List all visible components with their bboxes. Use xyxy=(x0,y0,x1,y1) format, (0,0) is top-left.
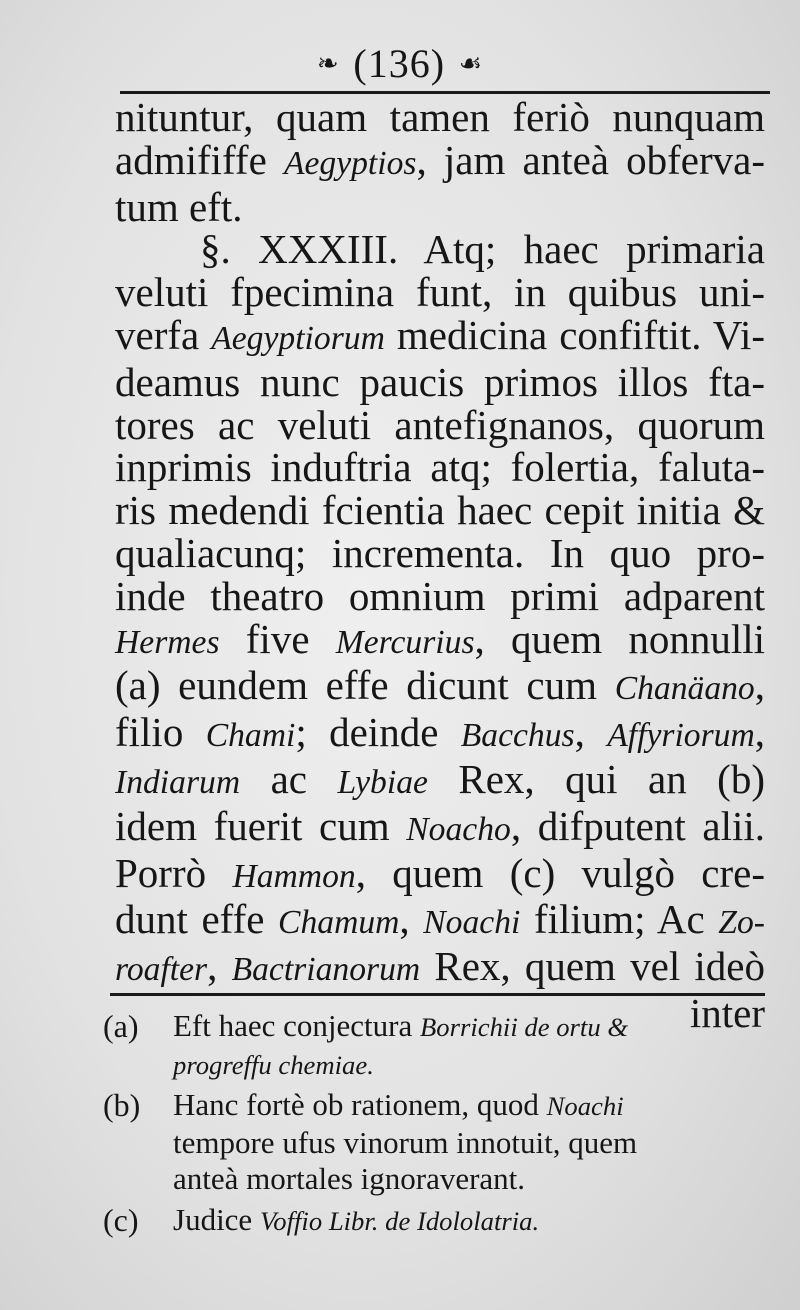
footnote-a xyxy=(103,1008,768,1083)
footnotes xyxy=(103,1008,768,1243)
roman-text: Rex, qui an (b) xyxy=(427,755,765,802)
italic-text: roafter xyxy=(115,951,208,989)
text-line xyxy=(115,529,765,576)
italic-text: Aegyptios xyxy=(283,144,417,182)
text-line xyxy=(115,572,765,619)
footnote-c xyxy=(103,1202,768,1240)
roman-text: medicina confiftit. Vi- xyxy=(384,311,765,358)
italic-text: Chanäano xyxy=(614,670,755,708)
roman-text: Hanc fortè ob rationem, quod xyxy=(173,1087,547,1122)
italic-text: Mercurius xyxy=(335,623,475,661)
roman-text: inter xyxy=(689,989,765,1036)
text-line xyxy=(115,945,765,992)
roman-text: ac xyxy=(240,755,338,802)
roman-text: tores ac veluti antefignanos, quorum xyxy=(115,401,765,448)
italic-text: Bactrianorum xyxy=(231,951,421,989)
italic-text: Borrichii de ortu & xyxy=(420,1012,629,1042)
roman-text: , jam anteà obferva- xyxy=(416,136,765,183)
section-heading-line xyxy=(115,228,765,271)
text-line xyxy=(115,615,765,665)
footnote-mark: (a) xyxy=(103,1008,139,1044)
italic-text: Voffio Libr. de Idololatria. xyxy=(259,1205,540,1236)
roman-text: , difputent alii. xyxy=(510,802,765,849)
roman-text: qualiacunq; incrementa. In quo pro- xyxy=(115,529,765,576)
italic-text: Noachi xyxy=(546,1091,624,1121)
text-line xyxy=(115,446,765,489)
roman-text: nituntur, quam tamen feriò nunquam xyxy=(115,94,765,140)
italic-text: Noachi xyxy=(423,904,521,942)
roman-text: filium; Ac xyxy=(520,896,719,943)
roman-text: deamus nunc paucis primos illos fta- xyxy=(115,358,765,405)
text-line xyxy=(115,849,765,899)
roman-text: anteà mortales ignoraverant. xyxy=(173,1161,526,1196)
italic-text: Indiarum xyxy=(115,763,241,801)
roman-text: (a) eundem effe dicunt cum xyxy=(115,662,615,709)
text-line xyxy=(115,898,765,945)
roman-text: Rex, quem vel ideò xyxy=(420,943,766,990)
text-line xyxy=(115,664,765,711)
roman-text: inde theatro omnium primi adparent xyxy=(115,572,765,619)
text-line xyxy=(115,755,765,805)
roman-text: admififfe xyxy=(115,136,284,183)
italic-text: Affyriorum xyxy=(607,717,755,755)
italic-text: Bacchus xyxy=(460,717,575,755)
italic-text: progreffu chemiae. xyxy=(173,1049,374,1080)
roman-text: dunt effe xyxy=(115,896,279,943)
italic-text: Hermes xyxy=(115,623,220,661)
footnote-line xyxy=(173,1008,768,1046)
page-number: (136) xyxy=(353,41,446,86)
footnote-line xyxy=(173,1125,768,1162)
italic-text: Zo- xyxy=(718,904,765,942)
roman-text: , xyxy=(754,662,765,709)
roman-text: , xyxy=(399,896,424,943)
roman-text: Porrò xyxy=(115,849,233,896)
roman-text: ris medendi fcientia haec cepit initia & xyxy=(115,487,765,534)
roman-text: veluti fpecimina funt, in quibus uni- xyxy=(115,269,765,316)
italic-text: Lybiae xyxy=(337,763,428,801)
main-text xyxy=(115,96,765,1035)
ornament-left-icon: ❧ xyxy=(316,49,340,79)
roman-text: ; deinde xyxy=(295,709,461,756)
text-line xyxy=(115,489,765,532)
roman-text: inprimis induftria atq; folertia, faluta- xyxy=(115,444,765,491)
roman-text: tempore ufus vinorum innotuit, quem xyxy=(173,1124,638,1160)
footnote-line xyxy=(173,1202,768,1240)
roman-text: Eft haec conjectura xyxy=(173,1008,420,1043)
roman-text: , xyxy=(754,709,766,756)
roman-text: filio xyxy=(115,709,206,756)
roman-text: , xyxy=(207,943,232,990)
footnote-b xyxy=(103,1087,768,1198)
footnote-line xyxy=(173,1046,768,1084)
roman-text: five xyxy=(219,615,336,662)
roman-text: , xyxy=(574,709,608,756)
footnote-line xyxy=(173,1087,768,1125)
footnote-line xyxy=(173,1161,768,1198)
footnote-mark: (b) xyxy=(103,1087,141,1123)
text-line xyxy=(115,311,765,361)
text-line xyxy=(115,401,765,448)
text-line xyxy=(115,711,765,758)
text-line xyxy=(115,96,765,139)
footnote-rule xyxy=(110,993,765,996)
ornament-right-icon: ☙ xyxy=(458,49,484,79)
roman-text: , quem nonnulli xyxy=(474,615,765,662)
roman-text: tum eft. xyxy=(115,183,243,230)
roman-text: verfa xyxy=(115,311,212,358)
roman-text: §. XXXIII. Atq; haec primaria xyxy=(200,226,765,273)
footnote-mark: (c) xyxy=(103,1201,139,1238)
italic-text: Aegyptiorum xyxy=(211,319,385,357)
page-header xyxy=(0,40,800,87)
roman-text: , quem (c) vulgò cre- xyxy=(355,849,765,896)
text-line xyxy=(115,136,765,186)
italic-text: Chami xyxy=(205,717,296,755)
text-line xyxy=(115,183,765,230)
roman-text: idem fuerit cum xyxy=(115,802,407,849)
text-line xyxy=(115,358,765,405)
text-line xyxy=(115,802,765,852)
text-line xyxy=(115,271,765,314)
italic-text: Chamum xyxy=(278,904,400,942)
roman-text: Judice xyxy=(173,1201,260,1237)
italic-text: Noacho xyxy=(406,810,511,848)
italic-text: Hammon xyxy=(232,857,356,895)
